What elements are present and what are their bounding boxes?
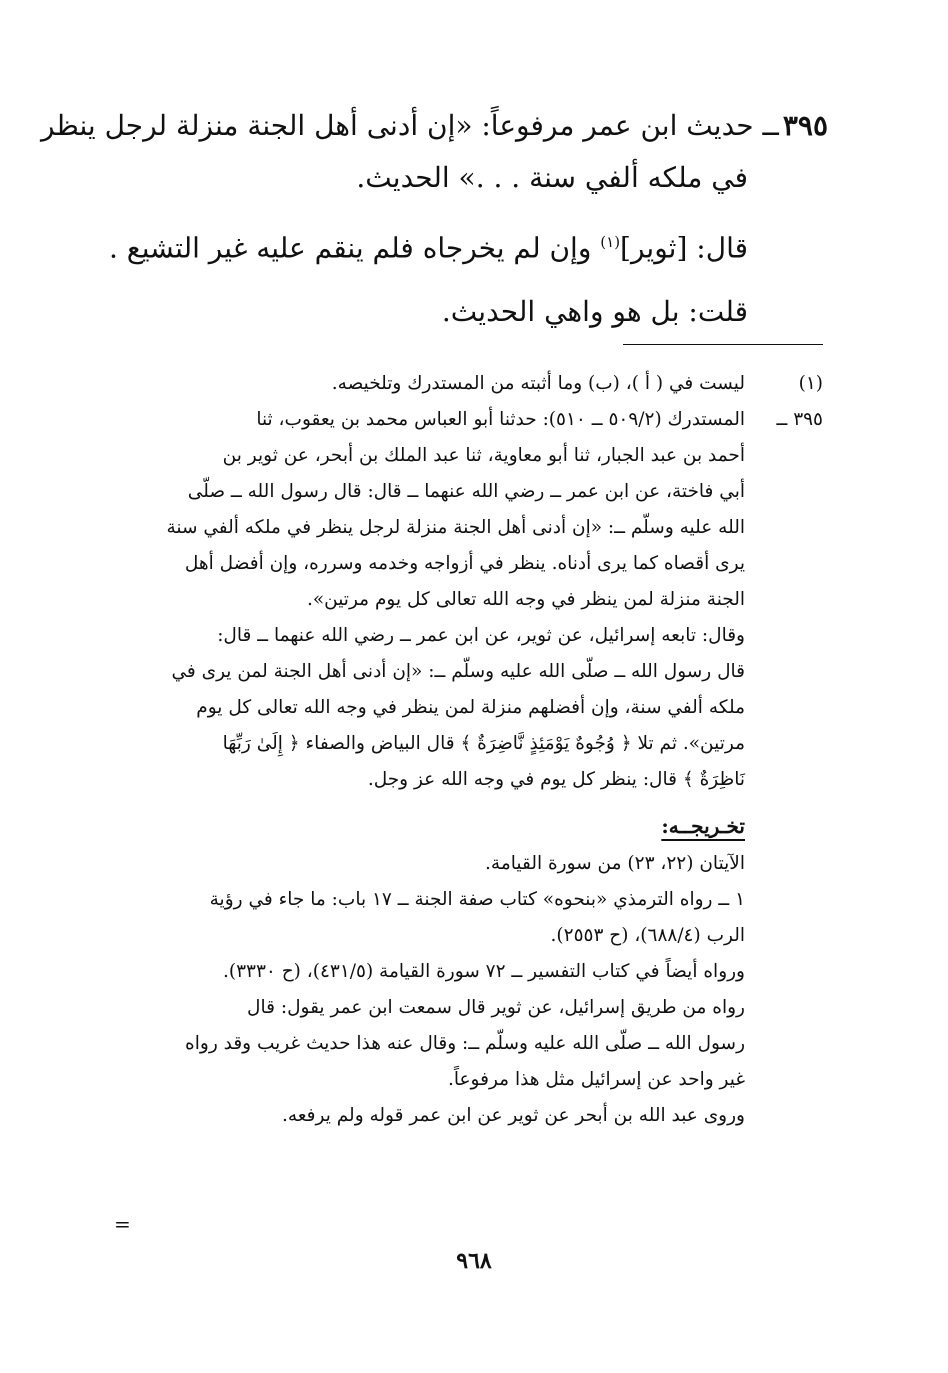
- footnote-1-marker: (١): [798, 373, 823, 394]
- qala-line: [109, 216, 828, 274]
- takhrij-line: غير واحد عن إسرائيل مثل هذا مرفوعاً.: [447, 1069, 745, 1090]
- footnote-395: [125, 402, 823, 1134]
- entry-line: يرى أقصاه كما يرى أدناه. ينظر في أزواجه وخدمه وسرره، وإن أفضل أهل: [184, 553, 745, 574]
- takhrij-line: رسول الله ــ صلّى الله عليه وسلّم ــ: وقال عنه هذا حديث غريب وقد رواه: [185, 1033, 745, 1054]
- main-text: [41, 100, 828, 338]
- footnote-separator: [623, 344, 823, 345]
- qultu-line: قلت: بل هو واهي الحديث.: [441, 295, 748, 329]
- footnote-1: [125, 366, 823, 402]
- takhrij-line: الرب (٦٨٨/٤)، (ح ٢٥٥٣).: [550, 925, 745, 946]
- entry-line: الجنة منزلة لمن ينظر في وجه الله تعالى كل يوم مرتين».: [306, 589, 745, 610]
- takhrij-line: ورواه أيضاً في كتاب التفسير ــ ٧٢ سورة القيامة (٤٣١/٥)، (ح ٣٣٣٠).: [222, 961, 745, 982]
- entry-line: المستدرك (٥٠٩/٢ ــ ٥١٠): حدثنا أبو العباس محمد بن يعقوب، ثنا: [256, 409, 745, 430]
- takhrij-line: وروى عبد الله بن أبحر عن ثوير عن ابن عمر قوله ولم يرفعه.: [281, 1105, 745, 1126]
- entry-line: وقال: تابعه إسرائيل، عن ثوير، عن ابن عمر ــ رضي الله عنهما ــ قال:: [217, 625, 745, 646]
- qala-rest: وإن لم يخرجاه فلم ينقم عليه غير التشيع .: [109, 231, 601, 265]
- takhrij-heading: تخـريجــه:: [661, 814, 745, 838]
- footnote-395-label: ٣٩٥ ــ: [776, 409, 823, 430]
- takhrij-line: الآيتان (٢٢، ٢٣) من سورة القيامة.: [485, 853, 745, 874]
- entry-line: مرتين». ثم تلا ﴿ وُجُوهٌ يَوْمَئِذٍ نَّاضِرَةٌ ﴾ قال البياض والصفاء ﴿ إِلَىٰ رَبِّهَا: [222, 733, 745, 754]
- hadith-number: ٣٩٥: [782, 109, 828, 142]
- entry-line: أحمد بن عبد الجبار، ثنا أبو معاوية، ثنا عبد الملك بن أبحر، عن ثوير بن: [222, 445, 745, 466]
- hadith-text-line2: في ملكه ألفي سنة . . .» الحديث.: [356, 161, 748, 194]
- entry-line: قال رسول الله ــ صلّى الله عليه وسلّم ــ: «إن أدنى أهل الجنة لمن يرى في: [171, 661, 745, 682]
- entry-line: ملكه ألفي سنة، وإن أفضلهم منزلة لمن ينظر في وجه الله تعالى كل يوم: [196, 697, 745, 718]
- hadith-text-line1: ــ حديث ابن عمر مرفوعاً: «إن أدنى أهل الجنة منزلة لرجل ينظر: [41, 109, 779, 142]
- hadith-heading-line: [41, 100, 828, 152]
- footnote-1-text: ليست في ( أ )، (ب) وما أثبته من المستدرك وتلخيصه.: [331, 373, 745, 394]
- footnote-395-body: [125, 402, 745, 1134]
- takhrij-line: ١ ــ رواه الترمذي «بنحوه» كتاب صفة الجنة ــ ١٧ باب: ما جاء في رؤية: [209, 889, 745, 910]
- page-number: ٩٦٨: [456, 1248, 492, 1274]
- entry-line: أبي فاختة، عن ابن عمر ــ رضي الله عنهما ــ قال: قال رسول الله ــ صلّى: [187, 481, 745, 502]
- footnote-ref-1: (١): [600, 233, 621, 251]
- qala-prefix: قال: [ثوير]: [620, 231, 748, 265]
- entry-line: الله عليه وسلّم ــ: «إن أدنى أهل الجنة منزلة لرجل ينظر في ملكه ألفي سنة: [166, 517, 745, 538]
- footnotes-area: [125, 366, 823, 1134]
- takhrij-line: رواه من طريق إسرائيل، عن ثوير قال سمعت ابن عمر يقول: قال: [247, 997, 745, 1018]
- continuation-mark: =: [114, 1212, 131, 1236]
- entry-line: نَاظِرَةٌ ﴾ قال: ينظر كل يوم في وجه الله عز وجل.: [367, 769, 745, 790]
